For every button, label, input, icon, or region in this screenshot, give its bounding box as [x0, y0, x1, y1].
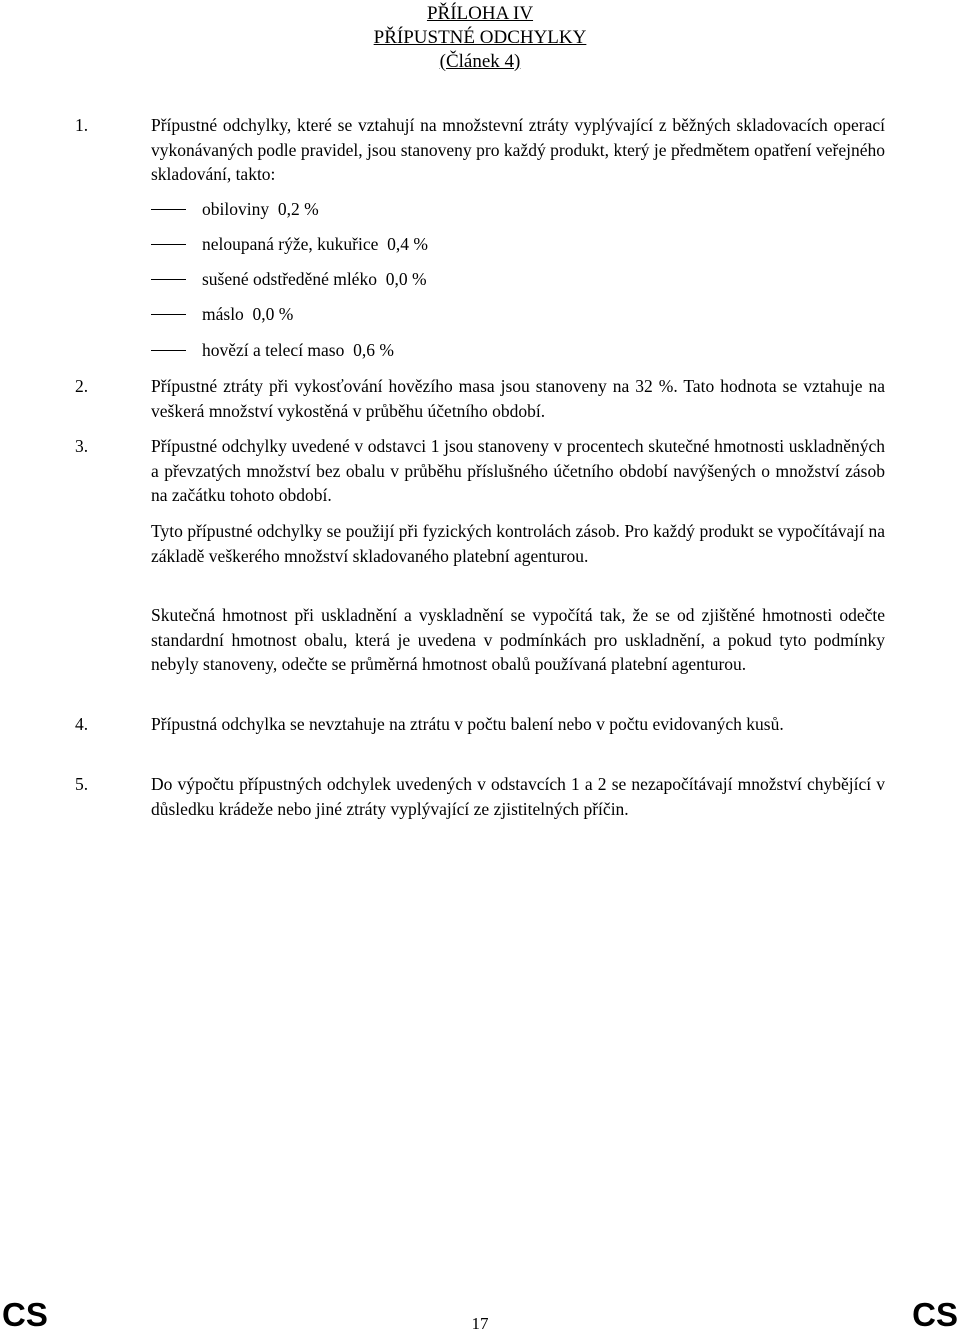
list-item-text: hovězí a telecí maso 0,6 %: [202, 340, 394, 360]
list-item-text: neloupaná rýže, kukuřice 0,4 %: [202, 234, 428, 254]
dash-bullet: [151, 209, 186, 210]
section-3-number: 3.: [75, 436, 89, 456]
section-3-text-3: Skutečná hmotnost při uskladnění a vyskladnění se vypočítá tak, že se od zjištěné hmotnosti odečte standardní hmotnost obalu, která je uvedena v podmínkách pro uskladnění, a pokud tyto podmínky nebyly stanoveny, odečte se průměrná hmotnost obalů používaná platební agenturou.: [151, 605, 885, 674]
section-1-text: Přípustné odchylky, které se vztahují na množstevní ztráty vyplývající z běžných skladovacích operací vykonávaných podle pravidel, jsou stanoveny pro každý produkt, který je předmětem opatření veřejného skladování, takto:: [151, 115, 885, 184]
section-4-number: 4.: [75, 714, 89, 734]
footer-language-right: CS: [912, 1296, 958, 1333]
page-number: 17: [471, 1314, 489, 1333]
section-3-text-2: Tyto přípustné odchylky se použijí při fyzických kontrolách zásob. Pro každý produkt se vypočítávají na základě veškerého množství skladovaného platební agenturou.: [151, 521, 885, 566]
section-1-number: 1.: [75, 115, 89, 135]
annex-subtitle: PŘÍPUSTNÉ ODCHYLKY: [373, 27, 587, 48]
list-item-text: obiloviny 0,2 %: [202, 199, 319, 219]
annex-title: PŘÍLOHA IV: [426, 3, 534, 24]
annex-header: [0, 2, 960, 74]
section-4-text: Přípustná odchylka se nevztahuje na ztrátu v počtu balení nebo v počtu evidovaných kusů.: [151, 714, 784, 734]
dash-bullet: [151, 279, 186, 280]
section-5-text: Do výpočtu přípustných odchylek uvedených v odstavcích 1 a 2 se nezapočítávají množství chybějící v důsledku krádeže nebo jiné ztráty vyplývající ze zjistitelných příčin.: [151, 774, 885, 819]
section-3-text-1: Přípustné odchylky uvedené v odstavci 1 jsou stanoveny v procentech skutečné hmotnosti uskladněných a převzatých množství bez obalu v průběhu příslušného účetního období navýšených o množství zásob na začátku tohoto období.: [151, 436, 885, 505]
section-2-text: Přípustné ztráty při vykosťování hovězího masa jsou stanoveny na 32 %. Tato hodnota se vztahuje na veškerá množství vykostěná v průběhu účetního období.: [151, 376, 885, 421]
dash-bullet: [151, 314, 186, 315]
annex-article-ref: (Článek 4): [439, 51, 521, 72]
section-2-number: 2.: [75, 376, 89, 396]
section-5-number: 5.: [75, 774, 89, 794]
footer-language-left: CS: [2, 1296, 48, 1333]
dash-bullet: [151, 244, 186, 245]
dash-bullet: [151, 350, 186, 351]
list-item-text: máslo 0,0 %: [202, 304, 294, 324]
list-item-text: sušené odstředěné mléko 0,0 %: [202, 269, 427, 289]
